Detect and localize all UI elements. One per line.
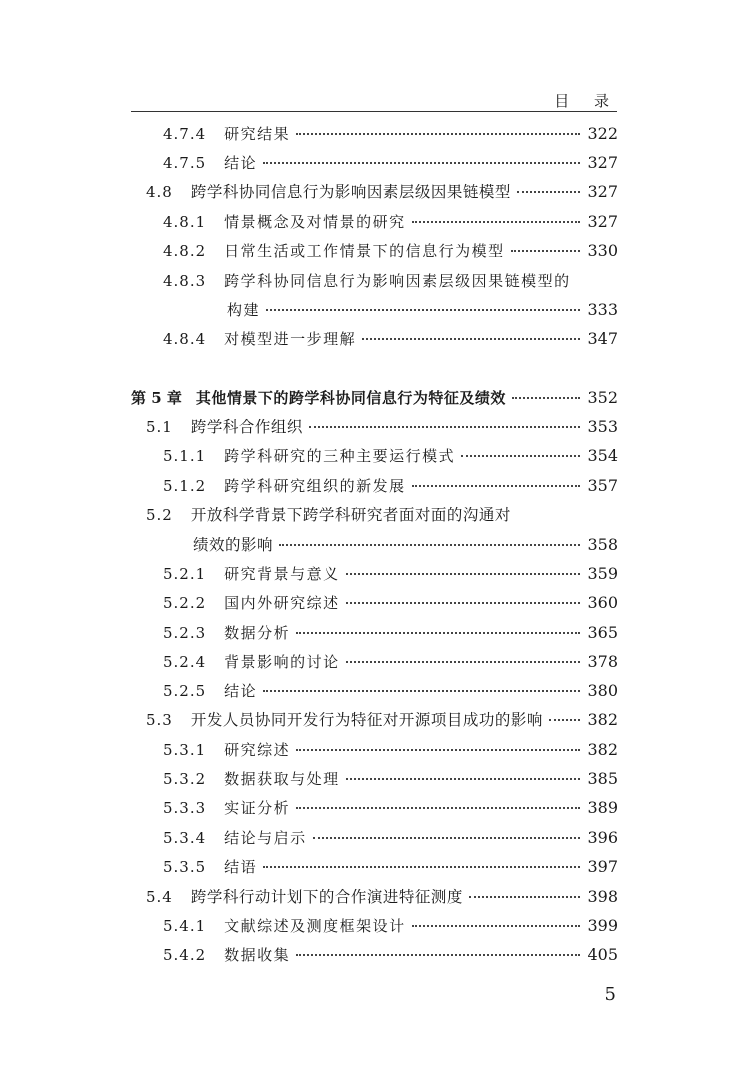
toc-page: 358 <box>587 535 618 554</box>
toc-title: 日常生活或工作情景下的信息行为模型 <box>224 242 505 260</box>
toc-title: 结语 <box>224 858 258 876</box>
toc-entry[interactable] <box>163 798 618 818</box>
dot-leader <box>263 690 580 692</box>
toc-title-continued: 构建 <box>227 301 261 319</box>
toc-title: 跨学科协同信息行为影响因素层级因果链模型的 <box>224 272 571 290</box>
toc-entry[interactable] <box>163 593 618 613</box>
toc-page: 327 <box>587 153 618 172</box>
toc-number: 5.2.5 <box>163 682 207 700</box>
toc-entry[interactable] <box>163 212 618 232</box>
toc-number: 5.2.2 <box>163 594 207 612</box>
toc-title: 数据收集 <box>224 946 291 964</box>
toc-title: 结论与启示 <box>224 829 307 847</box>
toc-title: 文献综述及测度框架设计 <box>224 917 406 935</box>
toc-number: 5.2.1 <box>163 565 207 583</box>
dot-leader <box>412 925 580 927</box>
toc-entry[interactable] <box>163 623 618 643</box>
toc-number: 4.7.5 <box>163 154 207 172</box>
toc-entry[interactable] <box>163 271 618 291</box>
toc-entry-section[interactable] <box>146 417 618 437</box>
dot-leader <box>296 632 580 634</box>
toc-title: 实证分析 <box>224 799 291 817</box>
dot-leader <box>469 896 580 898</box>
toc-page: 352 <box>587 388 618 407</box>
toc-page: 357 <box>587 476 618 495</box>
toc-page: 380 <box>587 681 618 700</box>
toc-page: 353 <box>587 417 618 436</box>
toc-number: 5.3 <box>146 711 173 729</box>
toc-chapter-number: 第 5 章 <box>131 389 182 407</box>
toc-number: 5.3.1 <box>163 741 207 759</box>
toc-chapter-title: 其他情景下的跨学科协同信息行为特征及绩效 <box>195 389 506 407</box>
dot-leader <box>263 866 580 868</box>
toc-title: 跨学科协同信息行为影响因素层级因果链模型 <box>190 183 511 201</box>
dot-leader <box>549 719 580 721</box>
dot-leader <box>296 807 580 809</box>
dot-leader <box>296 954 580 956</box>
toc-title-continued: 绩效的影响 <box>193 536 274 554</box>
toc-page: 322 <box>587 124 618 143</box>
toc-entry-section[interactable] <box>146 887 618 907</box>
toc-number: 5.1.1 <box>163 447 207 465</box>
toc-title: 数据获取与处理 <box>224 770 340 788</box>
toc-entry[interactable] <box>163 769 618 789</box>
toc-number: 5.3.3 <box>163 799 207 817</box>
toc-entry[interactable] <box>163 740 618 760</box>
toc-title: 研究综述 <box>224 741 291 759</box>
toc-entry[interactable] <box>163 652 618 672</box>
toc-number: 5.1.2 <box>163 477 207 495</box>
toc-entry[interactable] <box>163 124 618 144</box>
toc-number: 4.8.3 <box>163 272 207 290</box>
page-number: 5 <box>604 984 616 1005</box>
toc-number: 5.2 <box>146 506 173 524</box>
toc-number: 4.8.2 <box>163 242 207 260</box>
toc-entry[interactable] <box>163 681 618 701</box>
toc-page: 333 <box>587 300 618 319</box>
toc-entry[interactable] <box>163 153 618 173</box>
toc-page: 330 <box>587 241 618 260</box>
toc-number: 5.3.4 <box>163 829 207 847</box>
toc-entry-section[interactable] <box>146 710 618 730</box>
dot-leader <box>296 749 580 751</box>
toc-entry[interactable] <box>163 564 618 584</box>
toc-title: 跨学科合作组织 <box>190 418 303 436</box>
toc-page: 389 <box>587 798 618 817</box>
toc-number: 5.3.5 <box>163 858 207 876</box>
dot-leader <box>313 837 580 839</box>
toc-title: 开发人员协同开发行为特征对开源项目成功的影响 <box>190 711 543 729</box>
dot-leader <box>346 602 580 604</box>
toc-title: 情景概念及对情景的研究 <box>224 213 406 231</box>
toc-page: 354 <box>587 446 618 465</box>
toc-page: 360 <box>587 593 618 612</box>
toc-number: 4.8.4 <box>163 330 207 348</box>
toc-page: 398 <box>587 887 618 906</box>
dot-leader <box>279 544 580 546</box>
toc-title: 对模型进一步理解 <box>224 330 357 348</box>
dot-leader <box>346 661 580 663</box>
toc-title: 数据分析 <box>224 624 291 642</box>
toc-entry[interactable] <box>163 476 618 496</box>
toc-number: 5.4.1 <box>163 917 207 935</box>
dot-leader <box>346 573 580 575</box>
toc-entry-section[interactable] <box>146 505 618 525</box>
toc-number: 5.2.3 <box>163 624 207 642</box>
toc-page: 382 <box>587 710 618 729</box>
toc-title: 国内外研究综述 <box>224 594 340 612</box>
toc-page: 378 <box>587 652 618 671</box>
toc-number: 5.4 <box>146 888 173 906</box>
dot-leader <box>296 133 580 135</box>
toc-page: 397 <box>587 857 618 876</box>
toc-page: 359 <box>587 564 618 583</box>
running-header: 目 录 <box>554 92 619 110</box>
dot-leader <box>511 250 580 252</box>
toc-entry[interactable] <box>163 945 618 965</box>
toc-title: 结论 <box>224 154 258 172</box>
toc-page: 327 <box>587 182 618 201</box>
toc-entry[interactable] <box>163 857 618 877</box>
toc-page: 399 <box>587 916 618 935</box>
dot-leader <box>263 162 580 164</box>
toc-page: 365 <box>587 623 618 642</box>
toc-title: 研究结果 <box>224 125 291 143</box>
dot-leader <box>412 485 580 487</box>
toc-title: 结论 <box>224 682 258 700</box>
toc-number: 5.4.2 <box>163 946 207 964</box>
dot-leader <box>412 221 580 223</box>
toc-entry[interactable] <box>163 828 618 848</box>
dot-leader <box>266 309 580 311</box>
toc-title: 开放科学背景下跨学科研究者面对面的沟通对 <box>190 506 511 524</box>
toc-page: 385 <box>587 769 618 788</box>
toc-title: 跨学科研究组织的新发展 <box>224 477 406 495</box>
toc-entry[interactable] <box>163 446 618 466</box>
toc-entry-continued[interactable] <box>227 300 618 320</box>
toc-title: 跨学科研究的三种主要运行模式 <box>224 447 456 465</box>
toc-page: 405 <box>587 945 618 964</box>
toc-page: 327 <box>587 212 618 231</box>
toc-number: 4.8.1 <box>163 213 207 231</box>
toc-entry[interactable] <box>163 241 618 261</box>
toc-title: 研究背景与意义 <box>224 565 340 583</box>
toc-entry-section[interactable] <box>146 182 618 202</box>
toc-title: 背景影响的讨论 <box>224 653 340 671</box>
toc-entry[interactable] <box>163 329 618 349</box>
dot-leader <box>346 778 580 780</box>
toc-title: 跨学科行动计划下的合作演进特征测度 <box>190 888 463 906</box>
toc-page: 382 <box>587 740 618 759</box>
toc-entry-chapter[interactable] <box>131 388 618 408</box>
toc-number: 4.7.4 <box>163 125 207 143</box>
dot-leader <box>362 338 580 340</box>
header-rule <box>131 111 617 112</box>
toc-number: 5.2.4 <box>163 653 207 671</box>
toc-page: 396 <box>587 828 618 847</box>
toc-page: 347 <box>587 329 618 348</box>
dot-leader <box>512 397 580 399</box>
dot-leader <box>517 191 580 193</box>
toc-number: 5.3.2 <box>163 770 207 788</box>
toc-number: 4.8 <box>146 183 173 201</box>
toc-number: 5.1 <box>146 418 173 436</box>
dot-leader <box>309 426 580 428</box>
toc-entry-continued[interactable] <box>193 535 618 555</box>
dot-leader <box>461 455 580 457</box>
toc-entry[interactable] <box>163 916 618 936</box>
